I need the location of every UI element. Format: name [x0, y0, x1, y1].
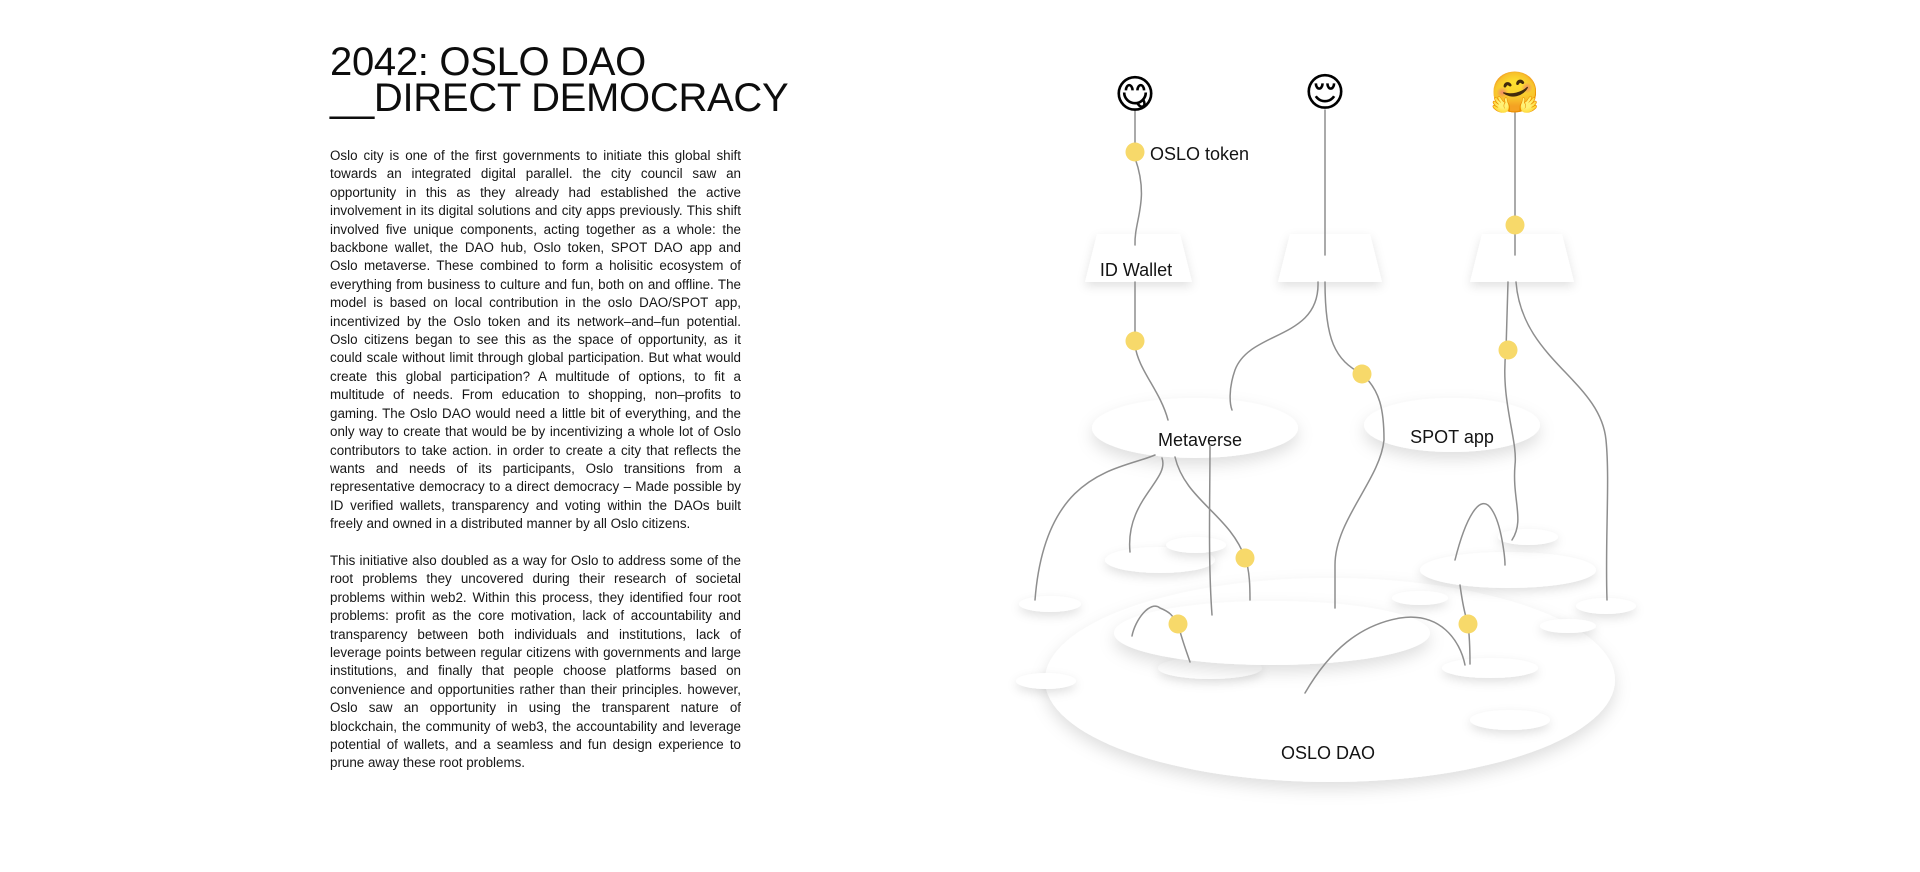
face-savoring-emoji-icon: 😋	[1114, 72, 1156, 118]
connector-line	[1230, 282, 1318, 410]
node	[1459, 615, 1478, 634]
body-text	[330, 147, 741, 791]
wallet-platform-3	[1470, 234, 1574, 282]
small-disc	[1540, 619, 1596, 633]
ecosystem-diagram	[980, 40, 1660, 820]
relieved-face-emoji-icon: 😌	[1304, 70, 1346, 116]
dao-inner-platform	[1114, 601, 1430, 665]
metaverse-platform	[1092, 398, 1298, 458]
metaverse-label: Metaverse	[1157, 430, 1243, 450]
title-line-2: __DIRECT DEMOCRACY	[330, 76, 789, 120]
paragraph-2: This initiative also doubled as a way for Oslo to address some of the root problems they uncovered during their research of societal problems within web2. Within this process, they identified four root problems: profit as the core motivation, lack of accountability and transparency between both individuals and institutions, lack of leverage points between regular citizens with governments and large institutions, and finally that people choose platforms based on convenience and opportunities rather than their principles. however, Oslo saw an opportunity in using the transparent nature of blockchain, the community of web3, the accountability and leverage potential of wallets, and a seamless and fun design experience to prune away these root problems.	[330, 552, 741, 771]
small-disc	[1576, 598, 1636, 614]
node	[1499, 341, 1518, 360]
oslo-token-label: OSLO token	[1150, 144, 1250, 164]
connector-line	[1130, 458, 1163, 552]
spot-app-label: SPOT app	[1410, 427, 1494, 447]
connector-line	[1325, 282, 1362, 374]
diagram-svg	[980, 40, 1660, 820]
small-disc	[1019, 596, 1081, 612]
small-disc	[1420, 552, 1596, 588]
connector-line	[1135, 158, 1141, 245]
node	[1506, 216, 1525, 235]
node	[1126, 143, 1145, 162]
node	[1353, 365, 1372, 384]
node	[1169, 615, 1188, 634]
id-wallet-label: ID Wallet	[1099, 260, 1173, 280]
connector-line	[1335, 374, 1384, 608]
small-disc	[1016, 673, 1076, 689]
wallet-platform-2	[1278, 234, 1382, 282]
small-disc	[1498, 529, 1558, 545]
node	[1126, 332, 1145, 351]
connector-line	[1506, 282, 1508, 350]
connector-line	[1035, 455, 1155, 600]
title-line-1: 2042: OSLO DAO	[330, 40, 646, 84]
page-title	[330, 40, 789, 120]
connector-line	[1516, 282, 1608, 600]
small-disc	[1470, 710, 1550, 730]
oslo-dao-label: OSLO DAO	[1280, 743, 1376, 763]
id-wallet-platform	[1085, 234, 1192, 282]
small-disc	[1442, 658, 1538, 678]
paragraph-1: Oslo city is one of the first governments to initiate this global shift towards an integrated digital parallel. the city council saw an opportunity in this as they already had established the active involvement in its digital solutions and city apps previously. This shift involved five unique components, acting together as a whole: the backbone wallet, the DAO hub, Oslo token, SPOT DAO app and Oslo metaverse. These combined to form a holisitic ecosystem of everything from business to culture and fun, both on and offline. The model is based on local contribution in the oslo DAO/SPOT app, incentivized by the Oslo token and its network–and–fun potential. Oslo citizens began to see this as the space of opportunity, as it could scale without limit through global participation. But what would create this global participation? A multitude of options, to fit a multitude of needs. From education to shopping, non–profits to gaming. The Oslo DAO would need a little bit of everything, and the only way to create that would be by incentivizing a whole lot of Oslo contributors to take action. in order to create a city that reflects the wants and needs of its participants, Oslo transitions from a representative democracy to a direct democracy – Made possible by ID verified wallets, transparency and voting within the DAOs built freely and owned in a distributed manner by all Oslo citizens.	[330, 148, 741, 532]
small-disc	[1166, 537, 1226, 553]
node	[1236, 549, 1255, 568]
hugging-face-emoji-icon: 🤗	[1490, 70, 1540, 116]
small-disc	[1392, 591, 1448, 605]
